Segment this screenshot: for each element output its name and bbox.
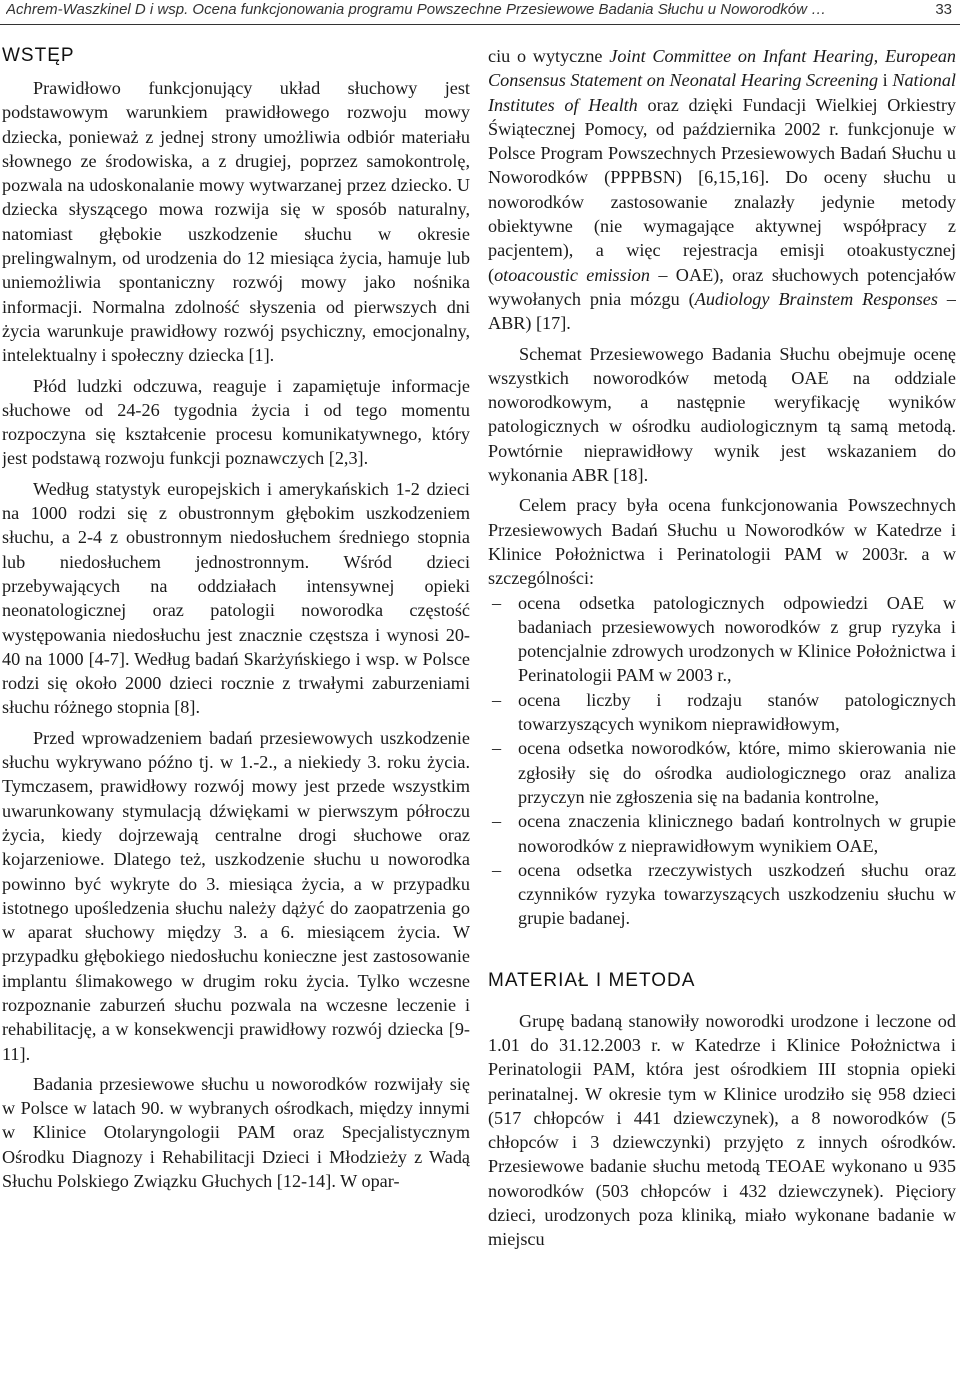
section-heading-methods: MATERIAŁ I METODA bbox=[488, 969, 696, 991]
goals-list bbox=[488, 591, 956, 931]
list-item: – ocena odsetka rzeczywistych uszkodzeń słuchu oraz czynników ryzyka towarzyszących uszkodzeniu słuchu w grupie badanej. bbox=[488, 858, 956, 931]
paragraph: Celem pracy była ocena funkcjonowania Powszechnych Przesiewowych Badań Słuchu u Noworodków w Katedrze i Klinice Położnictwa i Perinatologii PAM w 2003r. a w szczególności: bbox=[488, 495, 956, 589]
left-column bbox=[2, 44, 470, 1374]
text-run: – OAE), oraz słuchowych potencjałów wywołanych pnia mózgu ( bbox=[488, 264, 956, 309]
page-number: 33 bbox=[935, 1, 952, 18]
running-header-title: Achrem-Waszkinel D i wsp. Ocena funkcjonowania programu Powszechne Przesiewowe Badania Słuchu u Noworodków … bbox=[6, 1, 827, 18]
text-run: – ABR) [17]. bbox=[488, 288, 956, 334]
list-item: – ocena znaczenia klinicznego badań kontrolnych w grupie noworodków z nieprawidłowym wynikiem OAE, bbox=[488, 809, 956, 858]
right-column bbox=[488, 44, 956, 1374]
italic-text-run: Audiology Brainstem Responses bbox=[694, 288, 938, 309]
paragraph-continued bbox=[488, 44, 956, 336]
italic-text-run: Joint Committee on Infant Hearing, European Consensus Statement on Neonatal Hearing Screening bbox=[488, 46, 956, 91]
text-run: i bbox=[878, 70, 893, 91]
paragraph: Grupę badaną stanowiły noworodki urodzone i leczone od 1.01 do 31.12.2003 r. w Katedrze i Klinice Położnictwa i Perinatologii PAM, która jest ośrodkiem III stopnia opieki perinatalnej. W okresie tym w Klinice urodziło się 958 dzieci (517 chłopców i 441 dziewczynek), a 8 noworodków (5 chłopców i 3 dziewczynki) przyjęto z innych ośrodków. Przesiewowe badanie słuchu metodą TEOAE wykonano u 935 noworodków (503 chłopców i 432 dziewczynek). Pięciory dzieci, urodzonych poza kliniką, miało wykonane badanie w miejscu bbox=[488, 1010, 956, 1250]
paragraph: Prawidłowo funkcjonujący układ słuchowy jest podstawowym warunkiem prawidłowego rozwoju mowy dziecka, ponieważ z jednej strony umożliwia odbiór materiału słownego ze środowiska, a z drugiej, poprzez samokontrolę, pozwala na udoskonalanie mowy wytwarzanej przez dziecko. U dziecka słyszącego mowa rozwija się w sposób naturalny, natomiast głębokie uszkodzenie słuchu w okresie prelingwalnym, od urodzenia do 12 miesiąca życia, hamuje lub uniemożliwia spontaniczny rozwój mowy jako nośnika informacji. Normalna zdolność słyszenia od pierwszych dni życia warunkuje prawidłowy rozwój psychiczny, emocjonalny, intelektualny i społeczny dziecka [1]. bbox=[2, 78, 470, 366]
header-rule bbox=[0, 24, 960, 25]
italic-text-run: otoacoustic emission bbox=[494, 264, 650, 285]
list-item: – ocena liczby i rodzaju stanów patologicznych towarzyszących wynikom nieprawidłowym, bbox=[488, 688, 956, 737]
section-heading-introduction: WSTĘP bbox=[2, 45, 75, 66]
paragraph: Płód ludzki odczuwa, reaguje i zapamiętuje informacje słuchowe od 24-26 tygodnia życia i od tego momentu rozpoczyna się kształcenie procesu komunikatywnego, który jest podstawą rozwoju funkcji poznawczych [2,3]. bbox=[2, 375, 470, 469]
italic-text-run: National Institutes of Health bbox=[488, 70, 956, 115]
running-header bbox=[6, 0, 954, 22]
paragraph: Badania przesiewowe słuchu u noworodków rozwijały się w Polsce w latach 90. w wybranych ośrodkach, między innymi w Klinice Otolaryngologii PAM oraz Specjalistycznym Ośrodku Diagnozy i Rehabilitacji Dzieci i Młodzieży z Wadą Słuchu Polskiego Związku Głuchych [12-14]. W opar- bbox=[2, 1073, 470, 1192]
text-run: oraz dzięki Fundacji Wielkiej Orkiestry Świątecznej Pomocy, od października 2002 r. funkcjonuje w Polsce Program Powszechnych Przesiewowych Badań Słuchu u Noworodków (PPPBSN) [6,15,16]. Do oceny słuchu u noworodków zastosowanie znalazły jedynie metody obiektywne (nie wymagające aktywnej współpracy z pacjentem), a więc rejestracja emisji otoakustycznej ( bbox=[488, 94, 956, 285]
paragraph: Schemat Przesiewowego Badania Słuchu obejmuje ocenę wszystkich noworodków metodą OAE na oddziale noworodkowym, a następnie weryfikację wyników patologicznych w ośrodku audiologicznym tą samą metodą. Powtórnie nieprawidłowy wynik jest wskazaniem do wykonania ABR [18]. bbox=[488, 343, 956, 486]
list-item: – ocena odsetka patologicznych odpowiedzi OAE w badaniach przesiewowych noworodków z grup ryzyka i potencjalnie zdrowych urodzonych w Klinice Położnictwa i Perinatologii PAM w 2003 r., bbox=[488, 591, 956, 688]
paragraph: Według statystyk europejskich i amerykańskich 1-2 dzieci na 1000 rodzi się z obustronnym głębokim uszkodzeniem słuchu, a 2-4 z obustronnym niedosłuchem średniego stopnia lub niedosłuchem jednostronnym. Wśród dzieci przebywających na oddziałach intensywnej opieki neonatologicznej oraz patologii noworodka częstość występowania niedosłuchu jest znacznie częstsza i wynosi 20-40 na 1000 [4-7]. Według badań Skarżyńskiego i wsp. w Polsce rodzi się około 2000 dzieci rocznie z trwałymi zaburzeniami słuchu różnego stopnia [8]. bbox=[2, 478, 470, 718]
text-run: ciu o wytyczne bbox=[488, 46, 610, 66]
paragraph: Przed wprowadzeniem badań przesiewowych uszkodzenie słuchu wykrywano późno tj. w 1.-2., a niekiedy 3. roku życia. Tymczasem, prawidłowy rozwój mowy jest przede wszystkim uwarunkowany stymulacją dźwiękami w pierwszym półroczu życia, kiedy dojrzewają centralne drogi słuchowe oraz kojarzeniowe. Dlatego też, uszkodzenie słuchu u noworodka powinno być wykryte do 3. miesiąca życia, a w przypadku istotnego upośledzenia słuchu należy dążyć do zaopatrzenia go w aparat słuchowy między 3. a 6. miesiącem życia. W przypadku głębokiego niedosłuchu konieczne jest zastosowanie implantu ślimakowego w drugim roku życia. Tylko wczesne rozpoznanie zaburzeń słuchu pozwala na wczesne leczenie i rehabilitację, a w konsekwencji prawidłowy rozwój dziecka [9-11]. bbox=[2, 727, 470, 1064]
list-item: – ocena odsetka noworodków, które, mimo skierowania nie zgłosiły się do ośrodka audiologicznego oraz analiza przyczyn nie zgłoszenia się na badania kontrolne, bbox=[488, 736, 956, 809]
